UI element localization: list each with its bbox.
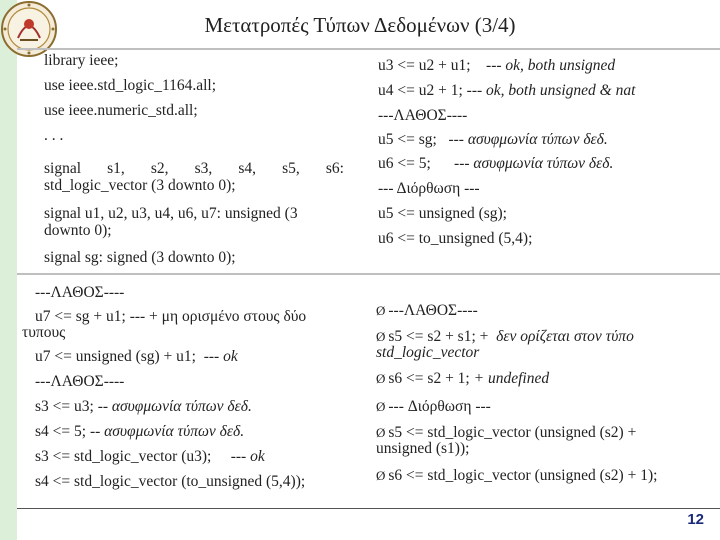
- code-line: ---ΛΑΘΟΣ----: [35, 373, 125, 390]
- section-divider: [17, 273, 720, 275]
- code-line: u6 <= to_unsigned (5,4);: [378, 230, 533, 247]
- code-line: s4 <= std_logic_vector (to_unsigned (5,4));: [35, 473, 306, 490]
- code-block-left-top: [44, 52, 344, 272]
- code-text: s6 <= s2 + 1;: [388, 370, 470, 387]
- code-comment: --- ok: [203, 348, 238, 365]
- code-comment: ασυφμωνία τύπων δεδ.: [104, 423, 245, 440]
- code-line: [35, 348, 238, 365]
- bullet-arrow-icon: Ø: [376, 303, 386, 318]
- bullet-arrow-icon: Ø: [376, 468, 386, 483]
- list-item: [376, 424, 636, 441]
- code-block-left-bottom: [22, 284, 356, 494]
- code-line: [378, 57, 615, 74]
- code-comment: std_logic_vector: [376, 344, 480, 361]
- code-line: [378, 82, 635, 99]
- list-item: [376, 302, 478, 319]
- code-comment: + undefined: [473, 370, 550, 387]
- code-comment: --- ok: [230, 448, 265, 465]
- code-text: u5 <= sg;: [378, 131, 437, 148]
- bullet-arrow-icon: Ø: [376, 425, 386, 440]
- code-line: downto 0);: [44, 222, 112, 239]
- code-comment: --- ασυφμωνία τύπων δεδ.: [454, 155, 614, 172]
- code-line: . . .: [44, 127, 64, 144]
- list-item: [376, 370, 549, 387]
- code-text: u7 <= unsigned (sg) + u1;: [35, 348, 196, 365]
- code-line: [378, 131, 608, 148]
- code-text: u4 <= u2 + 1; ---: [378, 82, 483, 99]
- footer-divider: [17, 508, 720, 509]
- code-text: u6 <= 5;: [378, 155, 431, 172]
- code-line: τυπους: [22, 324, 66, 341]
- bullet-arrow-icon: Ø: [376, 399, 386, 414]
- code-text: s6 <= std_logic_vector (unsigned (s2) + 1);: [388, 467, 658, 484]
- code-line: use ieee.numeric_std.all;: [44, 102, 198, 119]
- code-line: [378, 155, 613, 172]
- code-comment: ασυφμωνία τύπων δεδ.: [111, 398, 252, 415]
- code-text: u3 <= u2 + u1;: [378, 57, 471, 74]
- left-accent-bar: [0, 0, 17, 540]
- code-comment: ok, both unsigned & nat: [486, 82, 636, 99]
- code-line: --- Διόρθωση ---: [378, 180, 480, 197]
- code-line: [35, 423, 244, 440]
- code-block-right-bottom: [376, 302, 708, 492]
- code-text: s5 <= s2 + s1; +: [388, 328, 489, 345]
- code-line: unsigned (s1));: [376, 440, 470, 457]
- list-item: [376, 328, 634, 345]
- code-text: ---ΛΑΘΟΣ----: [388, 302, 478, 319]
- slide-title: Μετατροπές Τύπων Δεδομένων (3/4): [204, 13, 516, 37]
- code-comment: --- ok, both unsigned: [486, 57, 616, 74]
- code-line: std_logic_vector (3 downto 0);: [44, 177, 236, 194]
- code-text: s3 <= u3; --: [35, 398, 109, 415]
- code-text: s3 <= std_logic_vector (u3);: [35, 448, 212, 465]
- code-line: u7 <= sg + u1; --- + μη ορισμένο στους δύο: [35, 308, 307, 325]
- code-text: --- Διόρθωση ---: [388, 398, 491, 415]
- code-line: signal sg: signed (3 downto 0);: [44, 249, 236, 266]
- code-line: signal s1, s2, s3, s4, s5, s6:: [44, 160, 344, 177]
- code-line: ---ΛΑΘΟΣ----: [35, 284, 125, 301]
- page-number: 12: [687, 511, 704, 528]
- code-line: library ieee;: [44, 52, 119, 69]
- code-line: [35, 398, 252, 415]
- code-comment: --- ασυφμωνία τύπων δεδ.: [448, 131, 608, 148]
- code-comment: δεν ορίζεται στον τύπο: [496, 328, 634, 345]
- bullet-arrow-icon: Ø: [376, 371, 386, 386]
- code-line: u5 <= unsigned (sg);: [378, 205, 507, 222]
- code-text: s4 <= 5; --: [35, 423, 101, 440]
- code-line: [35, 448, 265, 465]
- code-line: signal u1, u2, u3, u4, u6, u7: unsigned (3: [44, 205, 298, 222]
- code-line: use ieee.std_logic_1164.all;: [44, 77, 217, 94]
- code-block-right-top: [378, 57, 708, 257]
- list-item: [376, 467, 657, 484]
- bullet-arrow-icon: Ø: [376, 329, 386, 344]
- list-item: [376, 398, 491, 415]
- title-divider: [17, 48, 720, 50]
- code-text: s5 <= std_logic_vector (unsigned (s2) +: [388, 424, 637, 441]
- code-line: ---ΛΑΘΟΣ----: [378, 107, 468, 124]
